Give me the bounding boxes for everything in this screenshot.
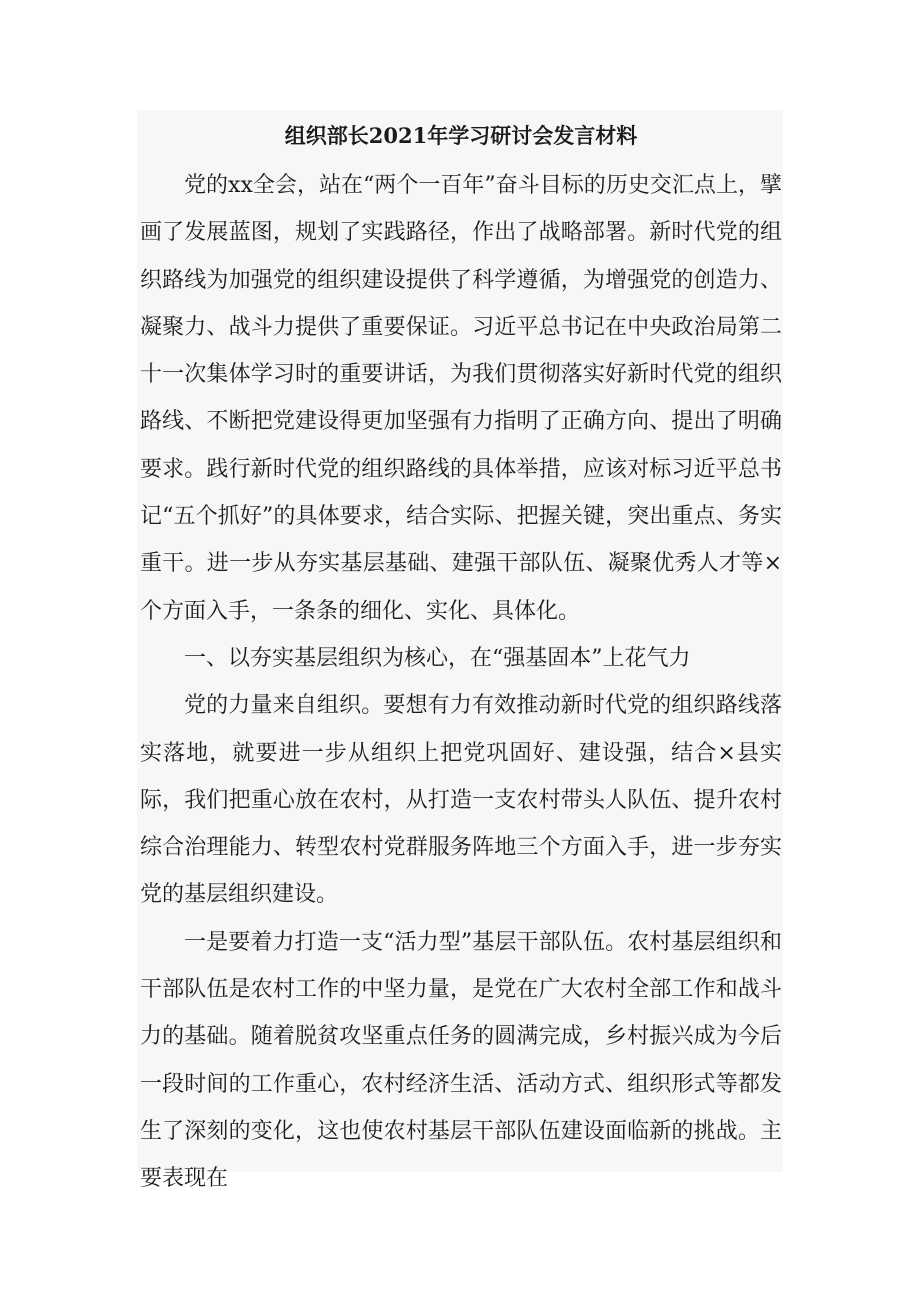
paragraph-intro: 党的xx全会，站在“两个一百年”奋斗目标的历史交汇点上，擘画了发展蓝图，规划了实践路径，作出了战略部署。新时代党的组织路线为加强党的组织建设提供了科学遵循，为增强党的创造力、凝聚力、战斗力提供了重要保证。习近平总书记在中央政治局第二十一次集体学习时的重要讲话，为我们贯彻落实好新时代党的组织路线、不断把党建设得更加坚强有力指明了正确方向、提出了明确要求。践行新时代党的组织路线的具体举措，应该对标习近平总书记“五个抓好”的具体要求，结合实际、把握关键，突出重点、务实重干。进一步从夯实基层基础、建强干部队伍、凝聚优秀人才等×个方面入手，一条条的细化、实化、具体化。 xyxy=(140,173,782,624)
paragraph-section-1: 党的力量来自组织。要想有力有效推动新时代党的组织路线落实落地，就要进一步从组织上把党巩固好、建设强，结合×县实际，我们把重心放在农村，从打造一支农村带头人队伍、提升农村综合治理能力、转型农村党群服务阵地三个方面入手，进一步夯实党的基层组织建设。 xyxy=(140,693,782,908)
document-title: 组织部长2021年学习研讨会发言材料 xyxy=(284,123,638,148)
section-heading-1: 一、以夯实基层组织为核心，在“强基固本”上花气力 xyxy=(184,645,691,671)
document-body xyxy=(140,116,782,1203)
paragraph-point-1: 一是要着力打造一支“活力型”基层干部队伍。农村基层组织和干部队伍是农村工作的中坚力量，是党在广大农村全部工作和战斗力的基础。随着脱贫攻坚重点任务的圆满完成，乡村振兴成为今后一段时间的工作重心，农村经济生活、活动方式、组织形式等都发生了深刻的变化，这也使农村基层干部队伍建设面临新的挑战。主要表现在 xyxy=(140,929,782,1192)
